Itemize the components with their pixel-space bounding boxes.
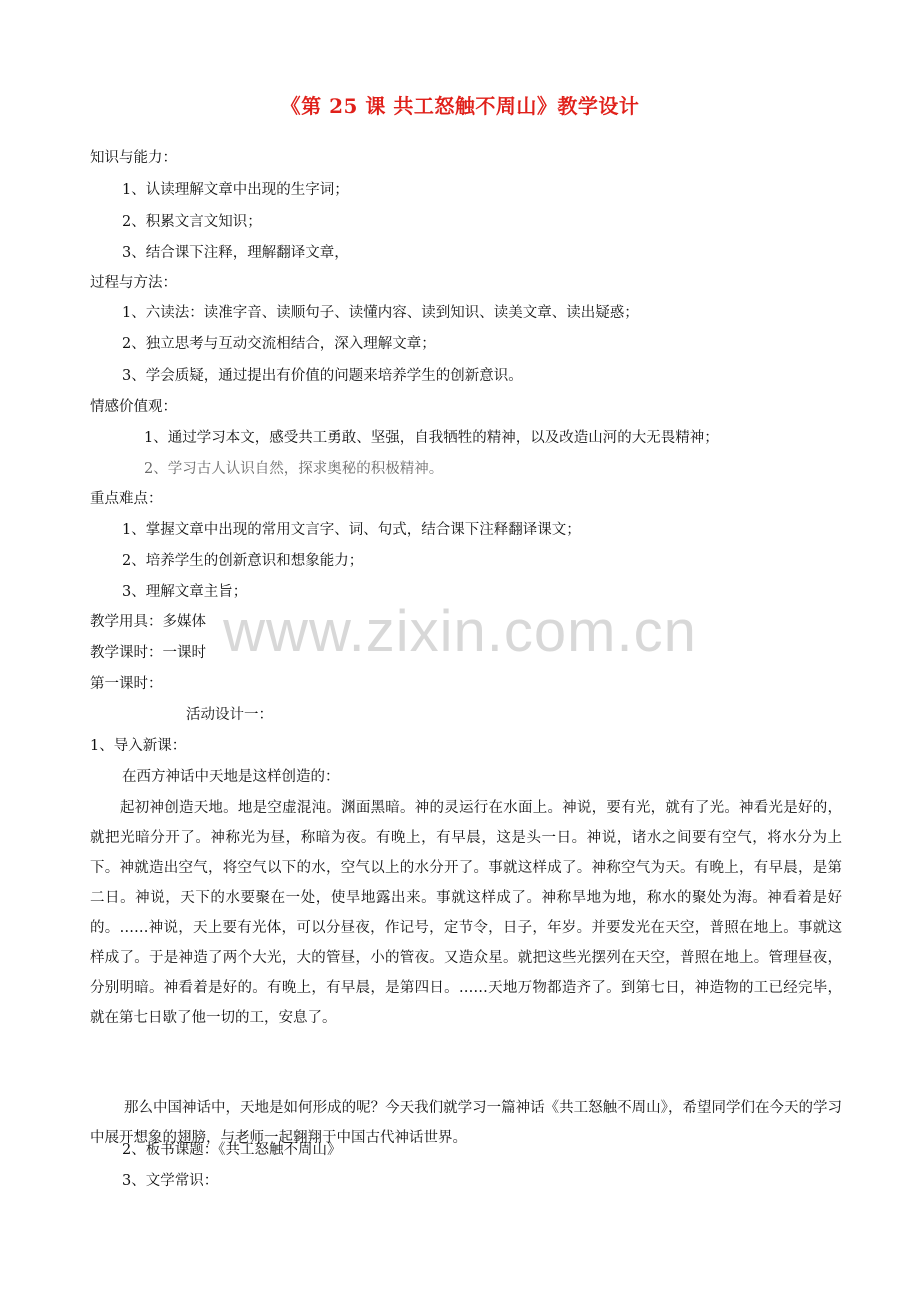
- literature-heading: 3、文学常识：: [122, 1173, 219, 1189]
- list-item: 3、学会质疑，通过提出有价值的问题来培养学生的创新意识。: [122, 368, 523, 384]
- list-item: 1、认读理解文章中出现的生字词；: [122, 182, 349, 198]
- page-title: 《第 25 课 共工怒触不周山》教学设计: [280, 94, 640, 118]
- watermark: www.zixin.com.cn: [223, 599, 697, 664]
- list-item: 1、六读法：读准字音、读顺句子、读懂内容、读到知识、读美文章、读出疑惑；: [122, 305, 639, 321]
- list-item: 2、培养学生的创新意识和想象能力；: [122, 553, 364, 569]
- section-heading-keypoints: 重点难点：: [90, 491, 163, 507]
- board-title: 2、板书课题：《共工怒触不周山》: [122, 1142, 342, 1158]
- list-item: 2、学习古人认识自然，探求奥秘的积极精神。: [144, 461, 444, 477]
- activity-heading: 活动设计一：: [186, 707, 273, 723]
- list-item: 3、理解文章主旨；: [122, 584, 248, 600]
- list-item: 2、独立思考与互动交流相结合，深入理解文章；: [122, 336, 436, 352]
- genesis-paragraph: 起初神创造天地。地是空虚混沌。渊面黑暗。神的灵运行在水面上。神说，要有光，就有了光。神看光是好的，就把光暗分开了。神称光为昼，称暗为夜。有晚上，有早晨，这是头一日。神说，诸水之间要有空气，将水分为上下。神就造出空气，将空气以下的水，空气以上的水分开了。事就这样成了。神称空气为天。有晚上，有早晨，是第二日。神说，天下的水要聚在一处，使旱地露出来。事就这样成了。神称旱地为地，称水的聚处为海。神看着是好的。……神说，天上要有光体，可以分昼夜，作记号，定节令，日子，年岁。并要发光在天空，普照在地上。事就这样成了。于是神造了两个大光，大的管昼，小的管夜。又造众星。就把这些光摆列在天空，普照在地上。管理昼夜，分别明暗。神看着是好的。有晚上，有早晨，是第四日。……天地万物都造齐了。到第七日，神造物的工已经完毕，就在第七日歇了他一切的工，安息了。: [90, 800, 842, 1026]
- first-lesson-heading: 第一课时：: [90, 676, 163, 692]
- teaching-tools: 教学用具：多媒体: [90, 614, 206, 630]
- section-heading-knowledge: 知识与能力：: [90, 150, 177, 166]
- section-heading-emotion: 情感价值观：: [90, 399, 177, 415]
- list-item: 1、通过学习本文，感受共工勇敢、坚强，自我牺牲的精神，以及改造山河的大无畏精神；: [144, 430, 719, 446]
- teaching-hours: 教学课时：一课时: [90, 645, 206, 661]
- list-item: 2、积累文言文知识；: [122, 214, 262, 230]
- section-heading-process: 过程与方法：: [90, 275, 177, 291]
- intro-lead: 在西方神话中天地是这样创造的：: [122, 769, 340, 785]
- list-item: 3、结合课下注释，理解翻译文章，: [122, 245, 349, 261]
- list-item: 1、掌握文章中出现的常用文言字、词、句式，结合课下注释翻译课文；: [122, 522, 581, 538]
- intro-heading: 1、导入新课：: [90, 738, 187, 754]
- chinese-myth-paragraph: 那么中国神话中，天地是如何形成的呢？今天我们就学习一篇神话《共工怒触不周山》，希望同学们在今天的学习中展开想象的翅膀，与老师一起翱翔于中国古代神话世界。: [90, 1100, 842, 1146]
